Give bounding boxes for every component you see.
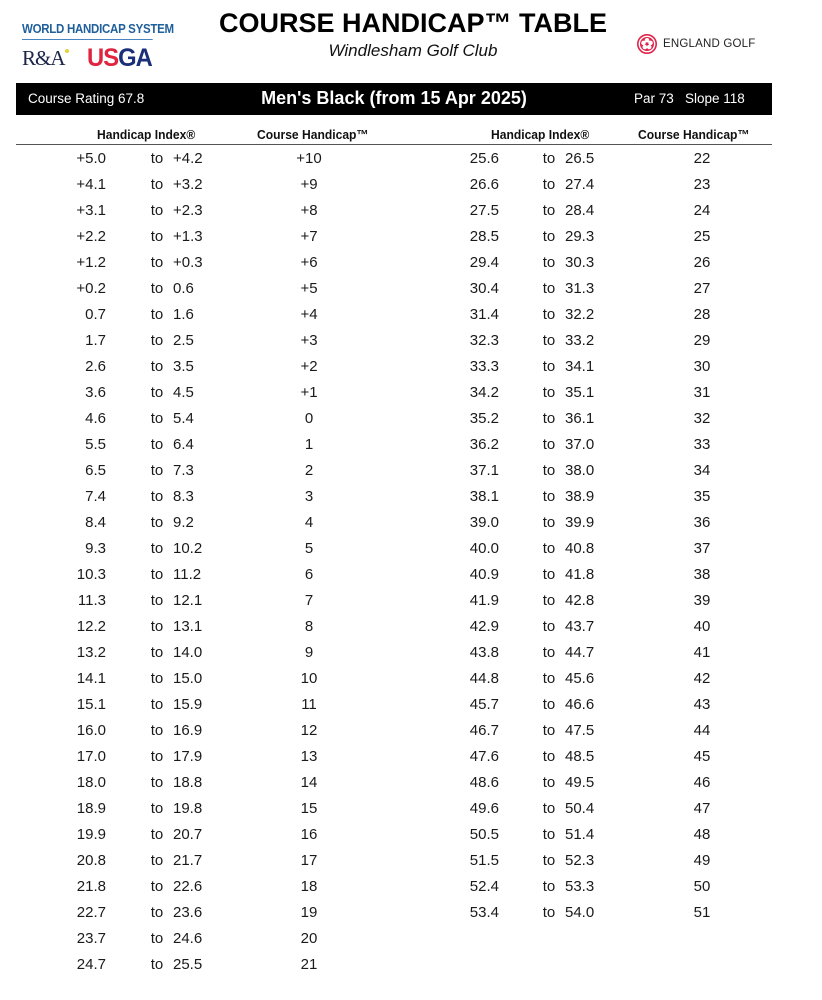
handicap-index-low: 41.9 (469, 592, 499, 610)
handicap-index-low: 50.5 (469, 826, 499, 844)
rose-icon (637, 34, 657, 54)
course-handicap-value: 45 (693, 748, 711, 766)
course-handicap-value: +1 (300, 384, 318, 402)
handicap-index-low: 24.7 (76, 956, 106, 974)
handicap-index-low: 1.7 (85, 332, 106, 350)
range-joiner: to (150, 774, 164, 792)
handicap-index-low: 33.3 (469, 358, 499, 376)
handicap-index-low: 20.8 (76, 852, 106, 870)
handicap-index-low: 3.6 (85, 384, 106, 402)
handicap-index-low: 8.4 (85, 514, 106, 532)
right-course-handicap-header: Course Handicap™ (638, 127, 750, 142)
rna-ball-icon (65, 49, 69, 53)
range-joiner: to (542, 566, 556, 584)
handicap-index-high: 41.8 (565, 566, 595, 584)
range-joiner: to (542, 488, 556, 506)
handicap-index-high: 20.7 (173, 826, 203, 844)
range-joiner: to (150, 462, 164, 480)
handicap-index-high: 9.2 (173, 514, 194, 532)
handicap-index-low: 2.6 (85, 358, 106, 376)
handicap-index-high: 42.8 (565, 592, 595, 610)
range-joiner: to (150, 488, 164, 506)
course-handicap-value: 28 (693, 306, 711, 324)
handicap-index-high: 46.6 (565, 696, 595, 714)
handicap-index-high: 27.4 (565, 176, 595, 194)
handicap-index-high: 47.5 (565, 722, 595, 740)
handicap-index-high: 38.0 (565, 462, 595, 480)
handicap-index-high: 7.3 (173, 462, 194, 480)
course-handicap-value: +2 (300, 358, 318, 376)
handicap-index-low: 37.1 (469, 462, 499, 480)
course-handicap-value: 51 (693, 904, 711, 922)
course-handicap-value: 30 (693, 358, 711, 376)
handicap-index-high: +4.2 (173, 150, 203, 167)
handicap-index-high: 32.2 (565, 306, 595, 324)
course-handicap-value: 13 (300, 748, 318, 766)
handicap-index-low: 48.6 (469, 774, 499, 792)
range-joiner: to (542, 592, 556, 610)
course-handicap-value: 40 (693, 618, 711, 636)
range-joiner: to (542, 280, 556, 298)
handicap-index-low: 16.0 (76, 722, 106, 740)
range-joiner: to (150, 878, 164, 896)
handicap-index-low: 9.3 (85, 540, 106, 558)
world-handicap-system-logo (22, 22, 174, 73)
handicap-index-high: 11.2 (173, 566, 202, 584)
handicap-index-low: 32.3 (469, 332, 499, 350)
handicap-index-low: 47.6 (469, 748, 499, 766)
range-joiner: to (542, 514, 556, 532)
handicap-index-low: +2.2 (76, 228, 106, 246)
range-joiner: to (150, 826, 164, 844)
course-handicap-value: 50 (693, 878, 711, 896)
handicap-index-low: 18.9 (76, 800, 106, 818)
range-joiner: to (150, 150, 164, 167)
range-joiner: to (150, 670, 164, 688)
england-golf-logo (637, 34, 756, 54)
handicap-index-high: 54.0 (565, 904, 595, 922)
range-joiner: to (542, 384, 556, 402)
rna-logo (22, 46, 65, 71)
course-handicap-value: 2 (304, 462, 314, 480)
handicap-index-high: 28.4 (565, 202, 595, 220)
handicap-index-low: 6.5 (85, 462, 106, 480)
range-joiner: to (150, 358, 164, 376)
course-handicap-value: 22 (693, 150, 711, 167)
handicap-index-low: 39.0 (469, 514, 499, 532)
england-golf-wordmark: ENGLAND GOLF (663, 38, 756, 50)
slope-rating: Slope 118 (685, 91, 745, 106)
course-handicap-value: 49 (693, 852, 711, 870)
handicap-index-high: 50.4 (565, 800, 595, 818)
range-joiner: to (150, 956, 164, 974)
club-name: Windlesham Golf Club (328, 41, 498, 60)
handicap-index-high: 51.4 (565, 826, 595, 844)
range-joiner: to (150, 852, 164, 870)
handicap-index-high: 14.0 (173, 644, 203, 662)
course-handicap-value: +8 (300, 202, 318, 220)
handicap-index-high: 25.5 (173, 956, 203, 974)
course-handicap-value: 24 (693, 202, 711, 220)
course-handicap-value: 32 (693, 410, 711, 428)
course-handicap-value: 8 (304, 618, 314, 636)
handicap-index-high: 2.5 (173, 332, 194, 350)
handicap-index-low: 28.5 (469, 228, 499, 246)
handicap-index-low: 22.7 (76, 904, 106, 922)
range-joiner: to (542, 540, 556, 558)
handicap-index-low: 11.3 (77, 592, 106, 610)
course-handicap-value: 38 (693, 566, 711, 584)
handicap-index-high: 36.1 (565, 410, 595, 428)
handicap-index-low: 35.2 (469, 410, 499, 428)
handicap-index-high: 24.6 (173, 930, 203, 948)
course-handicap-value: 43 (693, 696, 711, 714)
range-joiner: to (542, 358, 556, 376)
range-joiner: to (150, 592, 164, 610)
course-handicap-value: 42 (693, 670, 711, 688)
range-joiner: to (542, 436, 556, 454)
handicap-index-low: 17.0 (76, 748, 106, 766)
handicap-index-high: 5.4 (173, 410, 194, 428)
handicap-index-low: 25.6 (469, 150, 499, 167)
handicap-index-high: 21.7 (173, 852, 203, 870)
course-handicap-value: 16 (300, 826, 318, 844)
handicap-index-low: +1.2 (76, 254, 106, 272)
range-joiner: to (542, 696, 556, 714)
handicap-index-low: +3.1 (76, 202, 106, 220)
course-handicap-value: +3 (300, 332, 318, 350)
range-joiner: to (542, 176, 556, 194)
handicap-index-low: 13.2 (76, 644, 106, 662)
usga-ga: GA (117, 44, 152, 72)
handicap-index-high: 6.4 (173, 436, 194, 454)
range-joiner: to (150, 540, 164, 558)
range-joiner: to (150, 202, 164, 220)
course-handicap-value: 39 (693, 592, 711, 610)
handicap-index-low: 29.4 (469, 254, 499, 272)
range-joiner: to (150, 176, 164, 194)
course-handicap-value: 26 (693, 254, 711, 272)
handicap-index-low: 14.1 (76, 670, 106, 688)
range-joiner: to (542, 878, 556, 896)
range-joiner: to (150, 618, 164, 636)
handicap-index-high: 1.6 (173, 306, 194, 324)
range-joiner: to (542, 150, 556, 167)
course-handicap-value: +6 (300, 254, 318, 272)
handicap-index-high: +0.3 (173, 254, 203, 272)
range-joiner: to (150, 306, 164, 324)
course-handicap-value: 9 (304, 644, 314, 662)
handicap-index-high: 18.8 (173, 774, 203, 792)
usga-logo (87, 44, 152, 73)
header-divider (16, 144, 772, 145)
course-handicap-value: 1 (304, 436, 314, 454)
course-handicap-value: +4 (300, 306, 318, 324)
handicap-index-low: 21.8 (76, 878, 106, 896)
course-handicap-value: 4 (304, 514, 314, 532)
whs-wordmark: WORLD HANDICAP SYSTEM (22, 22, 153, 40)
course-handicap-value: 12 (300, 722, 318, 740)
range-joiner: to (542, 852, 556, 870)
range-joiner: to (542, 254, 556, 272)
range-joiner: to (542, 826, 556, 844)
left-handicap-index-header: Handicap Index® (97, 127, 196, 142)
course-handicap-value: 5 (304, 540, 314, 558)
course-handicap-value: 18 (300, 878, 318, 896)
range-joiner: to (150, 644, 164, 662)
handicap-index-high: 30.3 (565, 254, 595, 272)
course-handicap-value: +10 (296, 150, 322, 167)
handicap-index-high: 26.5 (565, 150, 595, 167)
handicap-index-high: 48.5 (565, 748, 595, 766)
range-joiner: to (150, 566, 164, 584)
handicap-index-low: 40.9 (469, 566, 499, 584)
range-joiner: to (150, 514, 164, 532)
course-handicap-value: 6 (304, 566, 314, 584)
handicap-index-low: 38.1 (469, 488, 499, 506)
handicap-index-high: 12.1 (173, 592, 203, 610)
range-joiner: to (150, 722, 164, 740)
course-handicap-value: 46 (693, 774, 711, 792)
course-handicap-value: 17 (300, 852, 318, 870)
course-handicap-value: 25 (693, 228, 711, 246)
course-handicap-value: 34 (693, 462, 711, 480)
handicap-index-low: 27.5 (469, 202, 499, 220)
handicap-index-high: 4.5 (173, 384, 194, 402)
handicap-index-low: 4.6 (85, 410, 106, 428)
handicap-index-high: 15.9 (173, 696, 203, 714)
handicap-index-high: 38.9 (565, 488, 595, 506)
handicap-index-low: 51.5 (469, 852, 499, 870)
handicap-index-low: 0.7 (85, 306, 106, 324)
handicap-index-low: 43.8 (469, 644, 499, 662)
range-joiner: to (150, 930, 164, 948)
range-joiner: to (150, 384, 164, 402)
range-joiner: to (150, 436, 164, 454)
range-joiner: to (150, 332, 164, 350)
course-handicap-value: 20 (300, 930, 318, 948)
handicap-index-high: 10.2 (173, 540, 203, 558)
range-joiner: to (542, 800, 556, 818)
handicap-index-high: 13.1 (173, 618, 203, 636)
handicap-index-high: 16.9 (173, 722, 203, 740)
course-handicap-value: 29 (693, 332, 711, 350)
course-handicap-value: 31 (693, 384, 711, 402)
handicap-index-high: 40.8 (565, 540, 595, 558)
handicap-index-low: 10.3 (76, 566, 106, 584)
handicap-index-high: 15.0 (173, 670, 203, 688)
range-joiner: to (150, 410, 164, 428)
handicap-index-low: 49.6 (469, 800, 499, 818)
course-handicap-value: 47 (693, 800, 711, 818)
range-joiner: to (542, 644, 556, 662)
range-joiner: to (542, 774, 556, 792)
handicap-index-low: 15.1 (76, 696, 106, 714)
range-joiner: to (150, 904, 164, 922)
handicap-index-high: 34.1 (565, 358, 595, 376)
range-joiner: to (542, 306, 556, 324)
handicap-index-low: 26.6 (469, 176, 499, 194)
range-joiner: to (542, 670, 556, 688)
range-joiner: to (542, 618, 556, 636)
course-handicap-value: 21 (300, 956, 318, 974)
handicap-index-low: 53.4 (469, 904, 499, 922)
course-handicap-value: 35 (693, 488, 711, 506)
handicap-index-low: 52.4 (469, 878, 499, 896)
handicap-index-low: 36.2 (469, 436, 499, 454)
range-joiner: to (542, 722, 556, 740)
handicap-index-high: 49.5 (565, 774, 595, 792)
handicap-index-high: 43.7 (565, 618, 595, 636)
course-info-bar (16, 83, 772, 115)
range-joiner: to (150, 800, 164, 818)
range-joiner: to (150, 228, 164, 246)
handicap-index-high: 44.7 (565, 644, 595, 662)
course-handicap-value: 27 (693, 280, 711, 298)
handicap-index-high: 29.3 (565, 228, 595, 246)
handicap-index-low: 7.4 (85, 488, 106, 506)
range-joiner: to (150, 254, 164, 272)
handicap-index-low: 30.4 (469, 280, 499, 298)
handicap-index-high: 19.8 (173, 800, 203, 818)
range-joiner: to (542, 332, 556, 350)
course-handicap-value: 36 (693, 514, 711, 532)
range-joiner: to (542, 410, 556, 428)
handicap-index-high: 31.3 (565, 280, 595, 298)
handicap-index-low: 40.0 (469, 540, 499, 558)
course-handicap-value: 10 (300, 670, 318, 688)
course-handicap-value: 0 (304, 410, 314, 428)
handicap-index-high: 17.9 (173, 748, 203, 766)
course-handicap-value: 11 (301, 696, 317, 714)
course-handicap-value: 14 (300, 774, 318, 792)
course-handicap-value: +9 (300, 176, 318, 194)
left-course-handicap-header: Course Handicap™ (257, 127, 369, 142)
handicap-index-high: 23.6 (173, 904, 203, 922)
course-handicap-value: 23 (693, 176, 711, 194)
handicap-index-high: 0.6 (173, 280, 194, 298)
handicap-index-high: 3.5 (173, 358, 194, 376)
handicap-index-low: 18.0 (76, 774, 106, 792)
handicap-index-low: 19.9 (76, 826, 106, 844)
course-handicap-value: 44 (693, 722, 711, 740)
handicap-index-high: 35.1 (565, 384, 595, 402)
range-joiner: to (542, 748, 556, 766)
handicap-index-low: 44.8 (469, 670, 499, 688)
handicap-index-low: 46.7 (469, 722, 499, 740)
range-joiner: to (542, 202, 556, 220)
par: Par 73 (634, 91, 674, 106)
handicap-index-low: +5.0 (76, 150, 106, 167)
range-joiner: to (150, 696, 164, 714)
handicap-index-high: 39.9 (565, 514, 595, 532)
handicap-index-high: +1.3 (173, 228, 203, 246)
handicap-index-high: +3.2 (173, 176, 203, 194)
range-joiner: to (150, 748, 164, 766)
handicap-index-low: 45.7 (469, 696, 499, 714)
handicap-index-low: 31.4 (469, 306, 499, 324)
handicap-index-low: 23.7 (76, 930, 106, 948)
page-header (208, 8, 618, 61)
course-handicap-value: +5 (300, 280, 318, 298)
handicap-index-low: 42.9 (469, 618, 499, 636)
usga-us: US (86, 44, 118, 72)
handicap-index-low: +4.1 (76, 176, 106, 194)
handicap-index-high: 37.0 (565, 436, 595, 454)
tee-label: Men's Black (from 15 Apr 2025) (261, 88, 527, 108)
handicap-index-low: 5.5 (85, 436, 106, 454)
handicap-index-high: 52.3 (565, 852, 595, 870)
handicap-index-high: 22.6 (173, 878, 203, 896)
course-handicap-value: 48 (693, 826, 711, 844)
course-handicap-value: 15 (300, 800, 318, 818)
handicap-index-high: 53.3 (565, 878, 595, 896)
handicap-index-low: 12.2 (76, 618, 106, 636)
range-joiner: to (542, 228, 556, 246)
handicap-index-high: 33.2 (565, 332, 595, 350)
handicap-index-high: +2.3 (173, 202, 203, 220)
course-rating: Course Rating 67.8 (28, 91, 145, 106)
page-title: COURSE HANDICAP™ TABLE (218, 8, 607, 38)
range-joiner: to (150, 280, 164, 298)
course-handicap-value: 41 (693, 644, 711, 662)
course-handicap-value: +7 (300, 228, 318, 246)
course-handicap-value: 7 (304, 592, 314, 610)
course-handicap-value: 37 (693, 540, 711, 558)
course-handicap-value: 3 (304, 488, 314, 506)
handicap-index-low: 34.2 (469, 384, 499, 402)
handicap-index-high: 45.6 (565, 670, 595, 688)
course-handicap-value: 33 (693, 436, 711, 454)
range-joiner: to (542, 462, 556, 480)
handicap-index-high: 8.3 (173, 488, 194, 506)
right-handicap-index-header: Handicap Index® (491, 127, 590, 142)
rna-wordmark: R&A (22, 46, 65, 70)
range-joiner: to (542, 904, 556, 922)
handicap-index-low: +0.2 (76, 280, 106, 298)
course-handicap-value: 19 (300, 904, 318, 922)
